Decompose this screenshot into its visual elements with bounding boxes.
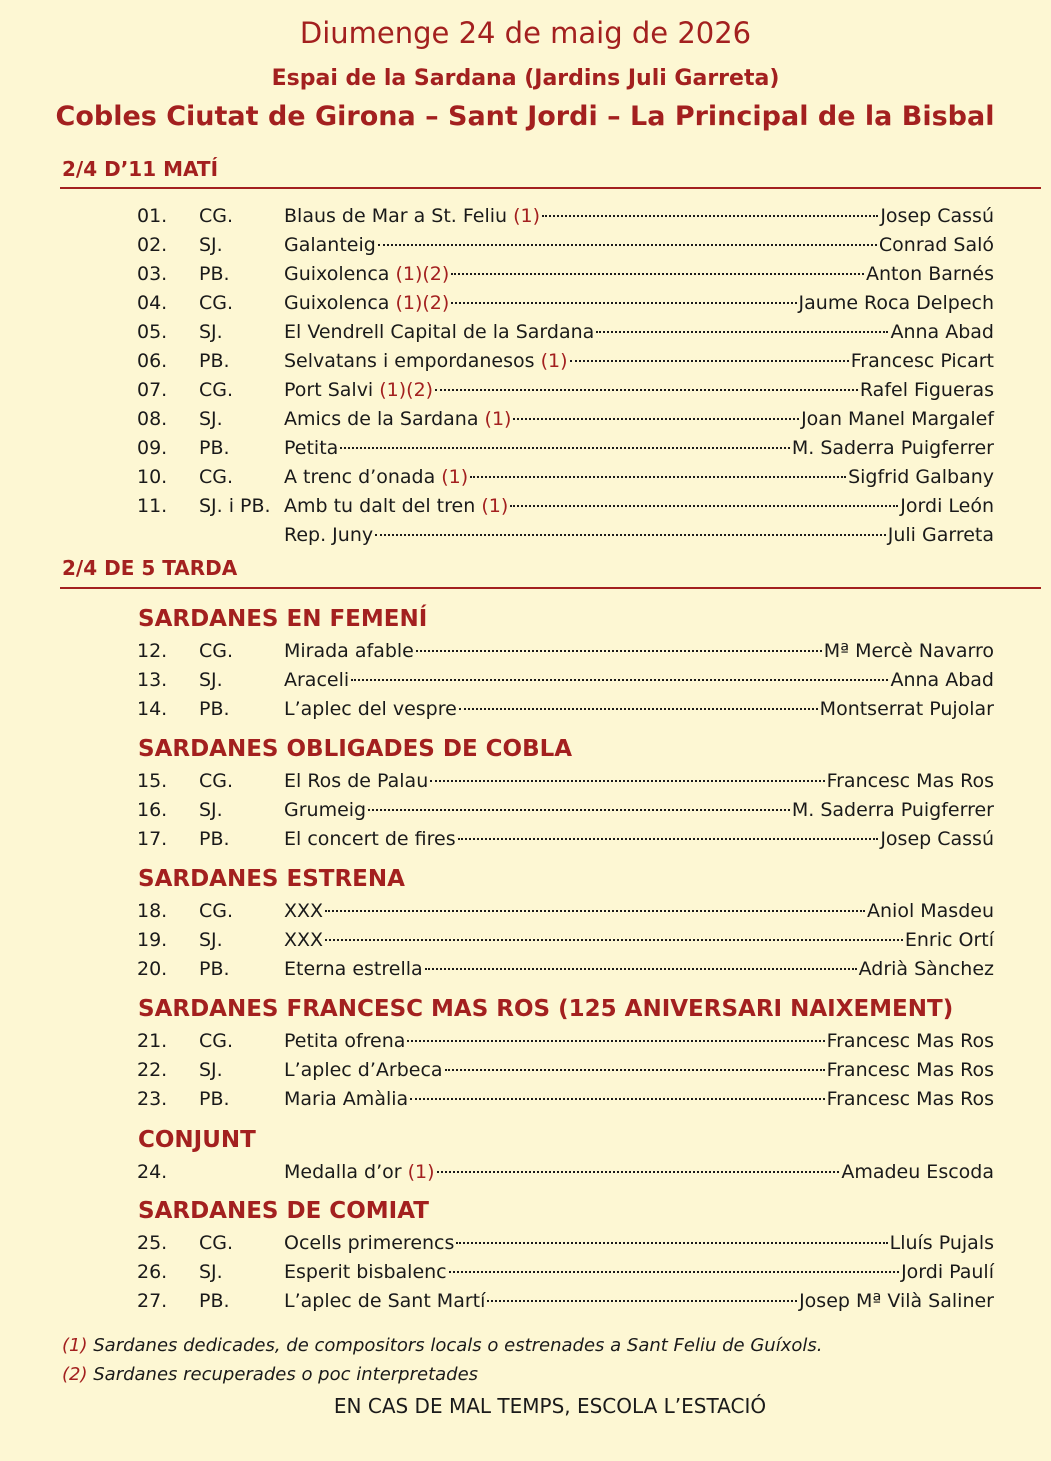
composer-name: Amadeu Escoda — [841, 1161, 994, 1183]
dot-leader — [325, 939, 903, 941]
sardana-title-wrap — [284, 695, 457, 724]
program-row — [0, 1287, 1051, 1316]
footnote-reference: (1) — [484, 408, 512, 430]
dot-leader — [510, 505, 898, 507]
dot-leader — [470, 476, 846, 478]
composer-name: Jordi León — [900, 495, 994, 517]
program-row — [0, 492, 1051, 521]
program-row — [0, 202, 1051, 231]
sardana-title-wrap — [284, 825, 456, 854]
sardana-title: Guixolenca — [284, 292, 390, 314]
sardana-line — [284, 260, 994, 289]
cobla-code: PB. — [199, 437, 230, 459]
program-row — [0, 1085, 1051, 1114]
sardana-line — [284, 347, 994, 376]
dot-leader — [375, 534, 886, 536]
footnote-reference: (1)(2) — [395, 263, 450, 285]
sardana-title-wrap — [284, 463, 468, 492]
sardana-title: Blaus de Mar a St. Feliu — [284, 205, 508, 227]
footnote-1 — [62, 1335, 822, 1356]
dot-leader — [456, 1242, 887, 1244]
sardana-title-wrap — [284, 434, 338, 463]
footnote-2 — [62, 1364, 478, 1385]
program-row — [0, 260, 1051, 289]
sardana-number: 01. — [137, 205, 168, 227]
program-row — [0, 666, 1051, 695]
footnote-mark: (2) — [62, 1364, 88, 1385]
cobla-code: PB. — [199, 350, 230, 372]
sardana-line — [284, 1027, 994, 1056]
program-row — [0, 231, 1051, 260]
sardana-title: L’aplec de Sant Martí — [284, 1290, 486, 1312]
sardana-title-wrap — [284, 405, 511, 434]
composer-name: Anna Abad — [890, 669, 994, 691]
program-row — [0, 825, 1051, 854]
sardana-title: Rep. Juny — [284, 524, 374, 546]
footnote-text: Sardanes recuperades o poc interpretades — [93, 1364, 479, 1385]
composer-name: Lluís Pujals — [889, 1232, 994, 1254]
sardana-line — [284, 405, 994, 434]
composer-name: Francesc Mas Ros — [826, 1030, 994, 1052]
composer-name: Jordi Paulí — [901, 1261, 994, 1283]
dot-leader — [435, 389, 858, 391]
sardana-number: 20. — [137, 958, 168, 980]
afternoon-session-title: 2/4 DE 5 TARDA — [62, 556, 238, 580]
composer-name: Joan Manel Margalef — [801, 408, 994, 430]
cobla-code: SJ. — [199, 234, 223, 256]
composer-name: Anton Barnés — [866, 263, 994, 285]
sardana-line — [284, 1085, 994, 1114]
sardana-line — [284, 897, 994, 926]
composer-name: Francesc Mas Ros — [826, 1059, 994, 1081]
sardana-number: 09. — [137, 437, 168, 459]
program-row — [0, 463, 1051, 492]
group-title: SARDANES DE COMIAT — [138, 1198, 429, 1224]
cobla-code: PB. — [199, 263, 230, 285]
composer-name: Montserrat Pujolar — [819, 698, 994, 720]
dot-leader — [458, 838, 879, 840]
sardana-title: A trenc d’onada — [284, 466, 436, 488]
composer-name: Jaume Roca Delpech — [798, 292, 994, 314]
sardana-line — [284, 666, 994, 695]
cobla-code: SJ. — [199, 799, 223, 821]
sardana-title-wrap — [284, 1258, 447, 1287]
sardana-line — [284, 796, 994, 825]
cobla-code: CG. — [199, 1030, 234, 1052]
sardana-title: Araceli — [284, 669, 350, 691]
sardana-line — [284, 1258, 994, 1287]
sardana-title: Galanteig — [284, 234, 376, 256]
sardana-line — [284, 695, 994, 724]
composer-name: Sigfrid Galbany — [848, 466, 994, 488]
dot-leader — [542, 215, 878, 217]
sardana-number: 23. — [137, 1088, 168, 1110]
sardana-number: 04. — [137, 292, 168, 314]
sardana-line — [284, 825, 994, 854]
sardana-title-wrap — [284, 767, 428, 796]
program-row — [0, 897, 1051, 926]
sardana-line — [284, 463, 994, 492]
dot-leader — [430, 780, 824, 782]
composer-name: Josep Cassú — [880, 205, 994, 227]
sardana-title: Maria Amàlia — [284, 1088, 409, 1110]
program-row — [0, 1229, 1051, 1258]
sardana-title: Esperit bisbalenc — [284, 1261, 447, 1283]
sardana-line — [284, 1287, 994, 1316]
dot-leader — [410, 1098, 824, 1100]
composer-name: Enric Ortí — [904, 929, 994, 951]
program-row — [0, 1158, 1051, 1187]
program-row — [0, 796, 1051, 825]
sardana-title: Eterna estrella — [284, 958, 423, 980]
cobla-code: PB. — [199, 1088, 230, 1110]
sardana-line — [284, 318, 994, 347]
footnote-reference: (1) — [540, 350, 568, 372]
program-row — [0, 434, 1051, 463]
sardana-number: 19. — [137, 929, 168, 951]
cobla-code: SJ. — [199, 929, 223, 951]
dot-leader — [416, 650, 822, 652]
sardana-title-wrap — [284, 666, 349, 695]
sardana-title-wrap — [284, 796, 366, 825]
group-title: CONJUNT — [138, 1127, 256, 1153]
cobla-code: CG. — [199, 205, 234, 227]
dot-leader — [487, 1300, 797, 1302]
sardana-number: 18. — [137, 900, 168, 922]
sardana-line — [284, 1056, 994, 1085]
sardana-title-wrap — [284, 1229, 454, 1258]
footnote-mark: (1) — [62, 1335, 88, 1356]
dot-leader — [451, 302, 796, 304]
sardana-title-wrap — [284, 1158, 435, 1187]
sardana-number: 24. — [137, 1161, 168, 1183]
program-row — [0, 695, 1051, 724]
sardana-number: 08. — [137, 408, 168, 430]
sardana-title: El concert de fires — [284, 828, 456, 850]
sardana-title-wrap — [284, 521, 373, 550]
bad-weather-notice: EN CAS DE MAL TEMPS, ESCOLA L’ESTACIÓ — [333, 1394, 767, 1418]
cobla-code: SJ. — [199, 408, 223, 430]
sardana-title: Amics de la Sardana — [284, 408, 479, 430]
composer-name: M. Saderra Puigferrer — [791, 799, 994, 821]
footnote-reference: (1)(2) — [379, 379, 434, 401]
sardana-line — [284, 492, 994, 521]
cobla-code: PB. — [199, 828, 230, 850]
dot-leader — [407, 1040, 824, 1042]
sardana-number: 11. — [137, 495, 168, 517]
group-title: SARDANES FRANCESC MAS ROS (125 ANIVERSARI NAIXEMENT) — [138, 996, 954, 1022]
composer-name: Aniol Masdeu — [867, 900, 994, 922]
program-row — [0, 521, 1051, 550]
dot-leader — [325, 910, 865, 912]
cobla-code: CG. — [199, 379, 234, 401]
group-title: SARDANES OBLIGADES DE COBLA — [138, 736, 573, 762]
cobla-code: CG. — [199, 1232, 234, 1254]
program-row — [0, 318, 1051, 347]
sardana-title-wrap — [284, 1085, 408, 1114]
sardana-line — [284, 202, 994, 231]
composer-name: Josep Mª Vilà Saliner — [799, 1290, 994, 1312]
sardana-number: 10. — [137, 466, 168, 488]
sardana-line — [284, 767, 994, 796]
sardana-number: 03. — [137, 263, 168, 285]
sardana-number: 05. — [137, 321, 168, 343]
composer-name: Mª Mercè Navarro — [823, 640, 994, 662]
program-row — [0, 767, 1051, 796]
sardana-title: Mirada afable — [284, 640, 414, 662]
dot-leader — [351, 679, 888, 681]
sardana-title: Medalla d’or — [284, 1161, 402, 1183]
sardana-line — [284, 521, 994, 550]
sardana-line — [284, 434, 994, 463]
footnote-reference: (1) — [481, 495, 509, 517]
sardana-line — [284, 1229, 994, 1258]
sardana-title-wrap — [284, 926, 323, 955]
sardana-title-wrap — [284, 1027, 405, 1056]
sardana-number: 22. — [137, 1059, 168, 1081]
cobla-code: CG. — [199, 640, 234, 662]
program-row — [0, 347, 1051, 376]
sardana-title-wrap — [284, 318, 594, 347]
program-row — [0, 289, 1051, 318]
footnote-reference: (1) — [441, 466, 469, 488]
cobla-code: CG. — [199, 292, 234, 314]
sardana-line — [284, 289, 994, 318]
footnote-reference: (1) — [513, 205, 541, 227]
dot-leader — [449, 1271, 899, 1273]
sardana-title-wrap — [284, 1287, 485, 1316]
sardana-number: 26. — [137, 1261, 168, 1283]
cobla-code: PB. — [199, 698, 230, 720]
sardana-number: 13. — [137, 669, 168, 691]
dot-leader — [437, 1171, 840, 1173]
sardana-title: XXX — [284, 900, 324, 922]
cobla-code: SJ. — [199, 1059, 223, 1081]
dot-leader — [445, 1069, 825, 1071]
dot-leader — [459, 708, 818, 710]
sardana-title: Port Salvi — [284, 379, 374, 401]
cobla-code: CG. — [199, 466, 234, 488]
composer-name: Anna Abad — [890, 321, 994, 343]
program-row — [0, 1027, 1051, 1056]
sardana-number: 06. — [137, 350, 168, 372]
sardana-title-wrap — [284, 955, 423, 984]
sardana-line — [284, 1158, 994, 1187]
sardana-title: XXX — [284, 929, 324, 951]
sardana-title: Guixolenca — [284, 263, 390, 285]
sardana-title: Selvatans i empordanesos — [284, 350, 535, 372]
dot-leader — [513, 418, 799, 420]
sardana-line — [284, 376, 994, 405]
sardana-number: 15. — [137, 770, 168, 792]
sardana-number: 02. — [137, 234, 168, 256]
composer-name: Francesc Mas Ros — [826, 770, 994, 792]
sardana-title-wrap — [284, 260, 449, 289]
cobla-code: CG. — [199, 770, 234, 792]
sardana-line — [284, 955, 994, 984]
composer-name: Rafel Figueras — [859, 379, 994, 401]
composer-name: Conrad Saló — [878, 234, 994, 256]
composer-name: M. Saderra Puigferrer — [791, 437, 994, 459]
sardana-title: Grumeig — [284, 799, 367, 821]
sardana-title: Petita ofrena — [284, 1030, 406, 1052]
cobla-code: SJ. — [199, 1261, 223, 1283]
sardana-title-wrap — [284, 637, 414, 666]
sardana-line — [284, 231, 994, 260]
program-row — [0, 405, 1051, 434]
program-row — [0, 926, 1051, 955]
program-row — [0, 637, 1051, 666]
cobla-code: SJ. i PB. — [199, 495, 271, 517]
program-row — [0, 376, 1051, 405]
composer-name: Josep Cassú — [880, 828, 994, 850]
composer-name: Francesc Picart — [850, 350, 994, 372]
footnote-reference: (1) — [407, 1161, 435, 1183]
sardana-title: Amb tu dalt del tren — [284, 495, 476, 517]
sardana-title: El Vendrell Capital de la Sardana — [284, 321, 595, 343]
sardana-number: 14. — [137, 698, 168, 720]
composer-name: Juli Garreta — [887, 524, 994, 546]
composer-name: Adrià Sànchez — [858, 958, 994, 980]
program-bands: Cobles Ciutat de Girona – Sant Jordi – La Principal de la Bisbal — [55, 101, 995, 132]
sardana-title-wrap — [284, 231, 376, 260]
program-date: Diumenge 24 de maig de 2026 — [299, 16, 752, 50]
footnote-reference: (1)(2) — [395, 292, 450, 314]
program-row — [0, 955, 1051, 984]
cobla-code: CG. — [199, 900, 234, 922]
sardana-title-wrap — [284, 376, 433, 405]
cobla-code: PB. — [199, 1290, 230, 1312]
sardana-line — [284, 926, 994, 955]
cobla-code: SJ. — [199, 669, 223, 691]
section-divider — [60, 187, 1041, 189]
dot-leader — [378, 244, 877, 246]
dot-leader — [570, 360, 849, 362]
sardana-number: 21. — [137, 1030, 168, 1052]
sardana-title: El Ros de Palau — [284, 770, 429, 792]
sardana-number: 17. — [137, 828, 168, 850]
sardana-title: L’aplec del vespre — [284, 698, 457, 720]
dot-leader — [340, 447, 790, 449]
program-venue: Espai de la Sardana (Jardins Juli Garreta) — [271, 66, 780, 91]
sardana-line — [284, 637, 994, 666]
sardana-number: 07. — [137, 379, 168, 401]
group-title: SARDANES EN FEMENÍ — [138, 606, 428, 632]
dot-leader — [425, 968, 857, 970]
cobla-code: PB. — [199, 958, 230, 980]
program-row — [0, 1258, 1051, 1287]
section-divider — [60, 587, 1041, 589]
sardana-title-wrap — [284, 347, 568, 376]
cobla-code: SJ. — [199, 321, 223, 343]
dot-leader — [451, 273, 864, 275]
dot-leader — [368, 809, 790, 811]
sardana-title-wrap — [284, 1056, 443, 1085]
sardana-number: 27. — [137, 1290, 168, 1312]
footnote-text: Sardanes dedicades, de compositors locals o estrenades a Sant Feliu de Guíxols. — [93, 1335, 823, 1356]
sardana-title-wrap — [284, 202, 540, 231]
sardana-number: 12. — [137, 640, 168, 662]
morning-session-title: 2/4 D’11 MATÍ — [62, 157, 219, 181]
dot-leader — [596, 331, 888, 333]
sardana-title: L’aplec d’Arbeca — [284, 1059, 443, 1081]
composer-name: Francesc Mas Ros — [826, 1088, 994, 1110]
sardana-title: Ocells primerencs — [284, 1232, 455, 1254]
sardana-number: 16. — [137, 799, 168, 821]
sardana-title-wrap — [284, 492, 508, 521]
sardana-title-wrap — [284, 897, 323, 926]
sardana-title: Petita — [284, 437, 339, 459]
sardana-number: 25. — [137, 1232, 168, 1254]
program-row — [0, 1056, 1051, 1085]
sardana-title-wrap — [284, 289, 449, 318]
group-title: SARDANES ESTRENA — [138, 866, 405, 892]
